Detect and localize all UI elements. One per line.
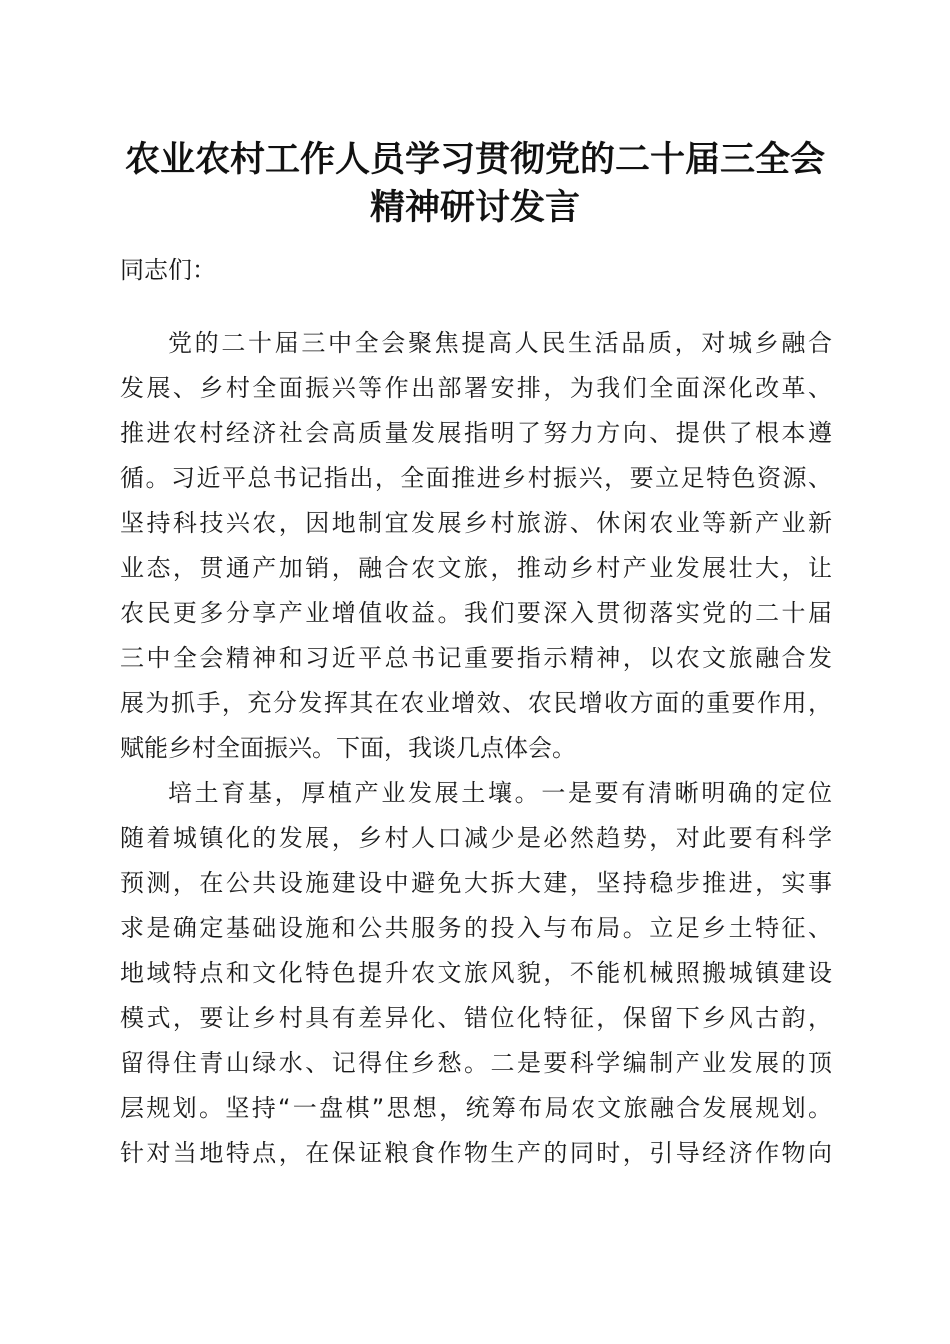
paragraph-line: 培土育基，厚植产业发展土壤。一是要有清晰明确的定位 xyxy=(168,779,832,807)
paragraph-line: 循。习近平总书记指出，全面推进乡村振兴，要立足特色资源、 xyxy=(120,464,832,492)
paragraph-line: 层规划。坚持“一盘棋”思想，统筹布局农文旅融合发展规划。 xyxy=(120,1094,832,1122)
paragraph-line: 坚持科技兴农，因地制宜发展乡村旅游、休闲农业等新产业新 xyxy=(120,509,832,537)
paragraph-line: 发展、乡村全面振兴等作出部署安排，为我们全面深化改革、 xyxy=(120,374,832,402)
paragraph-line: 随着城镇化的发展，乡村人口减少是必然趋势，对此要有科学 xyxy=(120,824,832,852)
paragraph-line: 赋能乡村全面振兴。下面，我谈几点体会。 xyxy=(120,734,576,762)
paragraph-line: 地域特点和文化特色提升农文旅风貌，不能机械照搬城镇建设 xyxy=(120,959,832,987)
document-title-line-2: 精神研讨发言 xyxy=(369,187,580,228)
paragraph-line: 预测，在公共设施建设中避免大拆大建，坚持稳步推进，实事 xyxy=(120,869,832,897)
paragraph-line: 三中全会精神和习近平总书记重要指示精神，以农文旅融合发 xyxy=(120,644,832,672)
paragraph-line: 党的二十届三中全会聚焦提高人民生活品质，对城乡融合 xyxy=(168,329,832,357)
document-title-line-1: 农业农村工作人员学习贯彻党的二十届三全会 xyxy=(124,139,825,180)
paragraph-line: 农民更多分享产业增值收益。我们要深入贯彻落实党的二十届 xyxy=(120,599,832,627)
paragraph-line: 针对当地特点，在保证粮食作物生产的同时，引导经济作物向 xyxy=(120,1139,832,1167)
paragraph-line: 求是确定基础设施和公共服务的投入与布局。立足乡土特征、 xyxy=(120,914,832,942)
paragraph-line: 推进农村经济社会高质量发展指明了努力方向、提供了根本遵 xyxy=(120,419,832,447)
paragraph-line: 业态，贯通产加销，融合农文旅，推动乡村产业发展壮大，让 xyxy=(120,554,832,582)
paragraph-line: 模式，要让乡村具有差异化、错位化特征，保留下乡风古韵， xyxy=(120,1004,832,1032)
paragraph-line: 留得住青山绿水、记得住乡愁。二是要科学编制产业发展的顶 xyxy=(120,1049,832,1077)
salutation: 同志们： xyxy=(120,256,216,284)
paragraph-line: 展为抓手，充分发挥其在农业增效、农民增收方面的重要作用， xyxy=(120,689,832,717)
